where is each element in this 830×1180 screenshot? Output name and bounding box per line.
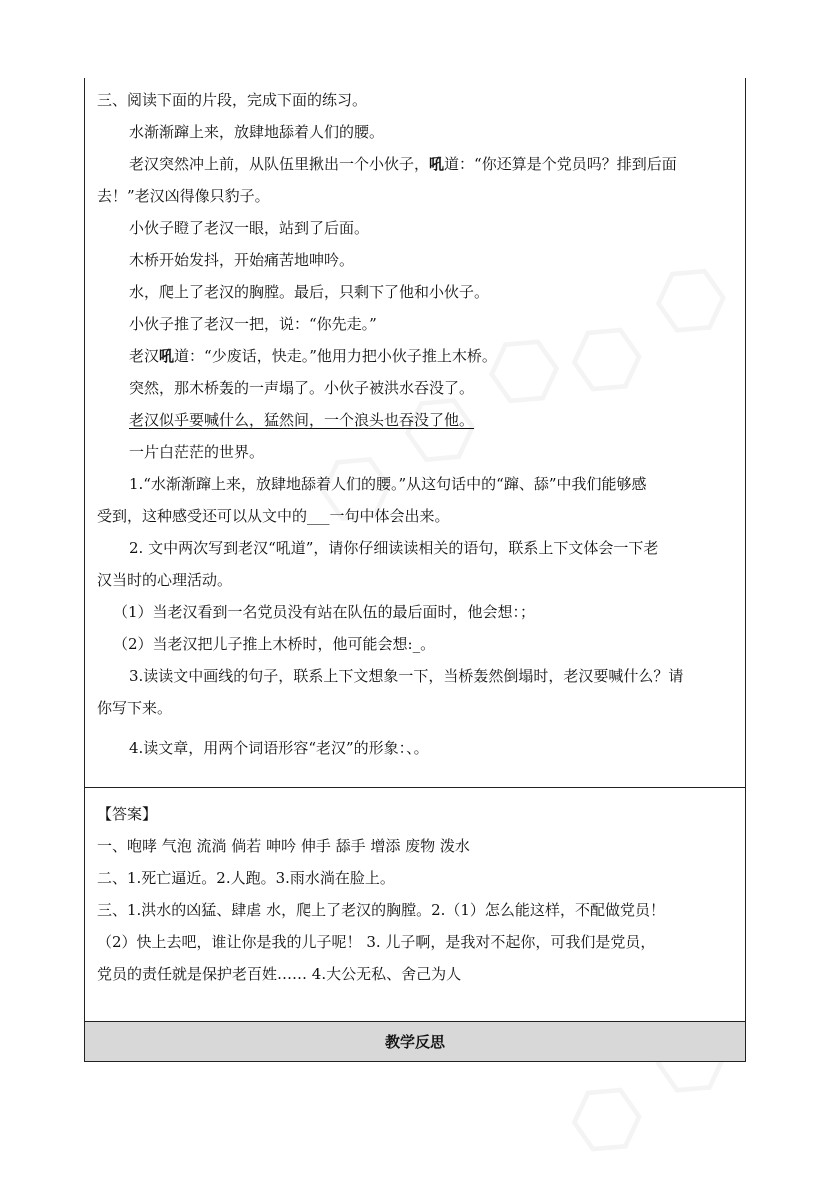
question-2-continued: 汉当时的心理活动。: [97, 571, 233, 589]
passage-paragraph-continued: 去！”老汉凶得像只豹子。: [97, 187, 270, 205]
passage-paragraph: 老汉吼道：“少废话，快走。”他用力把小伙子推上木桥。: [129, 347, 497, 365]
passage-paragraph: 水，爬上了老汉的胸膛。最后，只剩下了他和小伙子。: [129, 283, 490, 301]
answer-line: 二、1.死亡逼近。2.人跑。3.雨水淌在脸上。: [97, 869, 395, 887]
passage-paragraph: 水渐渐蹿上来，放肆地舔着人们的腰。: [129, 123, 385, 141]
teaching-reflection-header: [85, 1022, 745, 1061]
question-2-part-1: （1）当老汉看到一名党员没有站在队伍的最后面时，他会想：；: [113, 603, 536, 621]
passage-paragraph: 老汉突然冲上前，从队伍里揪出一个小伙子，吼道：“你还算是个党员吗？排到后面: [129, 155, 677, 173]
passage-paragraph: 木桥开始发抖，开始痛苦地呻吟。: [129, 251, 355, 269]
question-2-part-2: （2）当老汉把儿子推上木桥时，他可能会想:_。: [113, 635, 436, 653]
underlined-sentence: 老汉似乎要喊什么，猛然间，一个浪头也吞没了他。: [129, 411, 475, 429]
question-1-continued: 受到，这种感受还可以从文中的___一句中体会出来。: [97, 507, 450, 525]
question-3-continued: 你写下来。: [97, 699, 173, 717]
passage-paragraph: 突然，那木桥轰的一声塌了。小伙子被洪水吞没了。: [129, 379, 475, 397]
answer-line: 一、咆哮 气泡 流淌 倘若 呻吟 伸手 舔手 增添 废物 泼水: [97, 837, 470, 855]
reading-section: [85, 78, 745, 788]
question-3: 3.读读文中画线的句子，联系上下文想象一下，当桥轰然倒塌时，老汉要喊什么？请: [129, 667, 684, 685]
reflection-title: 教学反思: [384, 1033, 445, 1051]
passage-paragraph: 小伙子瞪了老汉一眼，站到了后面。: [129, 219, 370, 237]
passage-paragraph: 小伙子推了老汉一把，说：“你先走。”: [129, 315, 377, 333]
answer-section: [85, 788, 745, 1022]
document-table: [84, 78, 746, 1062]
section-heading: 三、阅读下面的片段，完成下面的练习。: [97, 91, 368, 109]
question-4: 4.读文章，用两个词语形容“老汉”的形象：、。: [129, 739, 429, 757]
answer-title: 【答案】: [97, 805, 158, 823]
question-2: 2. 文中两次写到老汉“吼道”，请你仔细读读相关的语句，联系上下文体会一下老: [129, 539, 659, 557]
question-1: 1.“水渐渐蹿上来，放肆地舔着人们的腰。”从这句话中的“蹿、舔”中我们能够感: [129, 475, 647, 493]
answer-line: 党员的责任就是保护老百姓…… 4.大公无私、舍己为人: [97, 965, 462, 983]
answer-line: （2）快上去吧，谁让你是我的儿子呢！ 3. 儿子啊，是我对不起你，可我们是党员，: [97, 933, 656, 951]
answer-line: 三、1.洪水的凶猛、肆虐 水，爬上了老汉的胸膛。2.（1）怎么能这样，不配做党员！: [97, 901, 665, 919]
passage-paragraph: 一片白茫茫的世界。: [129, 443, 265, 461]
